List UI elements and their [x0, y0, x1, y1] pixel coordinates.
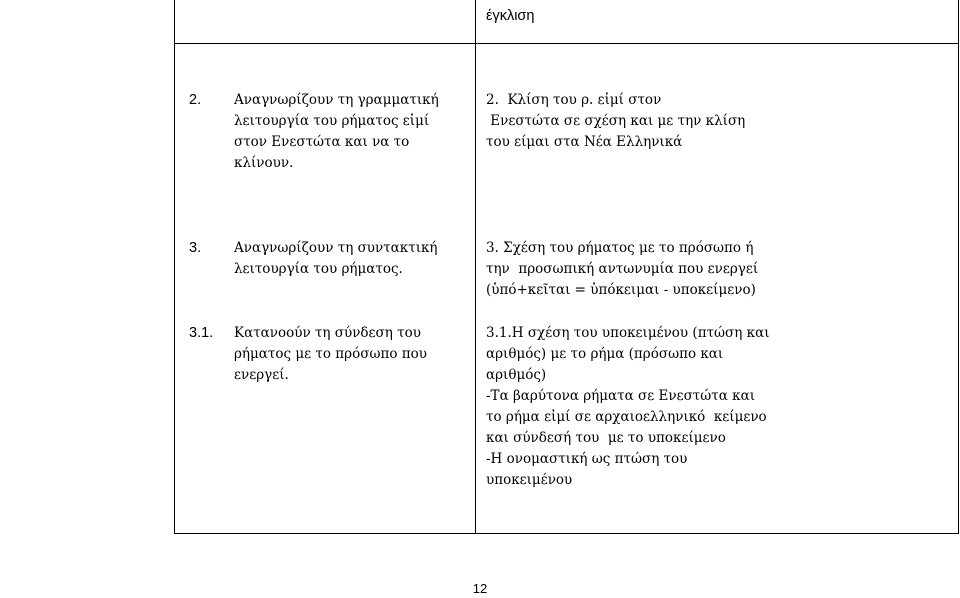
content-line: του είμαι στα Νέα Ελληνικά [486, 134, 683, 150]
content-line: την προσωπική αντωνυμία που ενεργεί [486, 261, 759, 277]
content-line: αριθμός) με το ρήμα (πρόσωπο και [486, 346, 724, 362]
content-line: το ρήμα εἰμί σε αρχαιοελληνικό κείμενο [486, 409, 767, 425]
content-line: και σύνδεσή του με το υποκείμενο [486, 430, 726, 446]
row-number: 3.1. [189, 325, 214, 341]
content-line: 3.1.Η σχέση του υποκειμένου (πτώση και [486, 325, 770, 341]
table-border-left [174, 0, 175, 534]
top-cell-text: έγκλιση [486, 8, 535, 24]
table-border-divider-top [475, 0, 476, 43]
objective-line: κλίνουν. [234, 155, 294, 171]
content-line: (ὑπό+κεῖται = ὑπόκειμαι - υποκείμενο) [486, 282, 756, 298]
objective-line: Αναγνωρίζουν τη γραμματική [234, 92, 439, 108]
objective-line: ρήματος με το πρόσωπο που [234, 346, 427, 362]
table-row-divider [174, 43, 959, 44]
row-number: 3. [189, 240, 202, 256]
content-line: Ενεστώτα σε σχέση και με την κλίση [486, 113, 746, 129]
objective-line: Κατανοούν τη σύνδεση του [234, 325, 421, 341]
content-line: υποκειμένου [486, 472, 573, 488]
objective-line: λειτουργία του ρήματος εἰμί [234, 113, 430, 129]
table-border-right [958, 0, 959, 534]
content-line: 3. Σχέση του ρήματος με το πρόσωπο ή [486, 240, 754, 256]
objective-line: λειτουργία του ρήματος. [234, 261, 403, 277]
objective-line: ενεργεί. [234, 367, 289, 383]
content-line: 2. Κλίση του ρ. εἰμί στον [486, 92, 662, 108]
content-line: αριθμός) [486, 367, 547, 383]
page-number: 12 [472, 581, 488, 596]
table-border-divider [475, 43, 476, 534]
objective-line: στον Ενεστώτα και να το [234, 134, 410, 150]
table-border-bottom [174, 533, 959, 534]
content-line: -Τα βαρύτονα ρήματα σε Ενεστώτα και [486, 388, 756, 404]
objective-line: Αναγνωρίζουν τη συντακτική [234, 240, 438, 256]
content-line: -Η ονομαστική ως πτώση του [486, 451, 688, 467]
row-number: 2. [189, 92, 202, 108]
